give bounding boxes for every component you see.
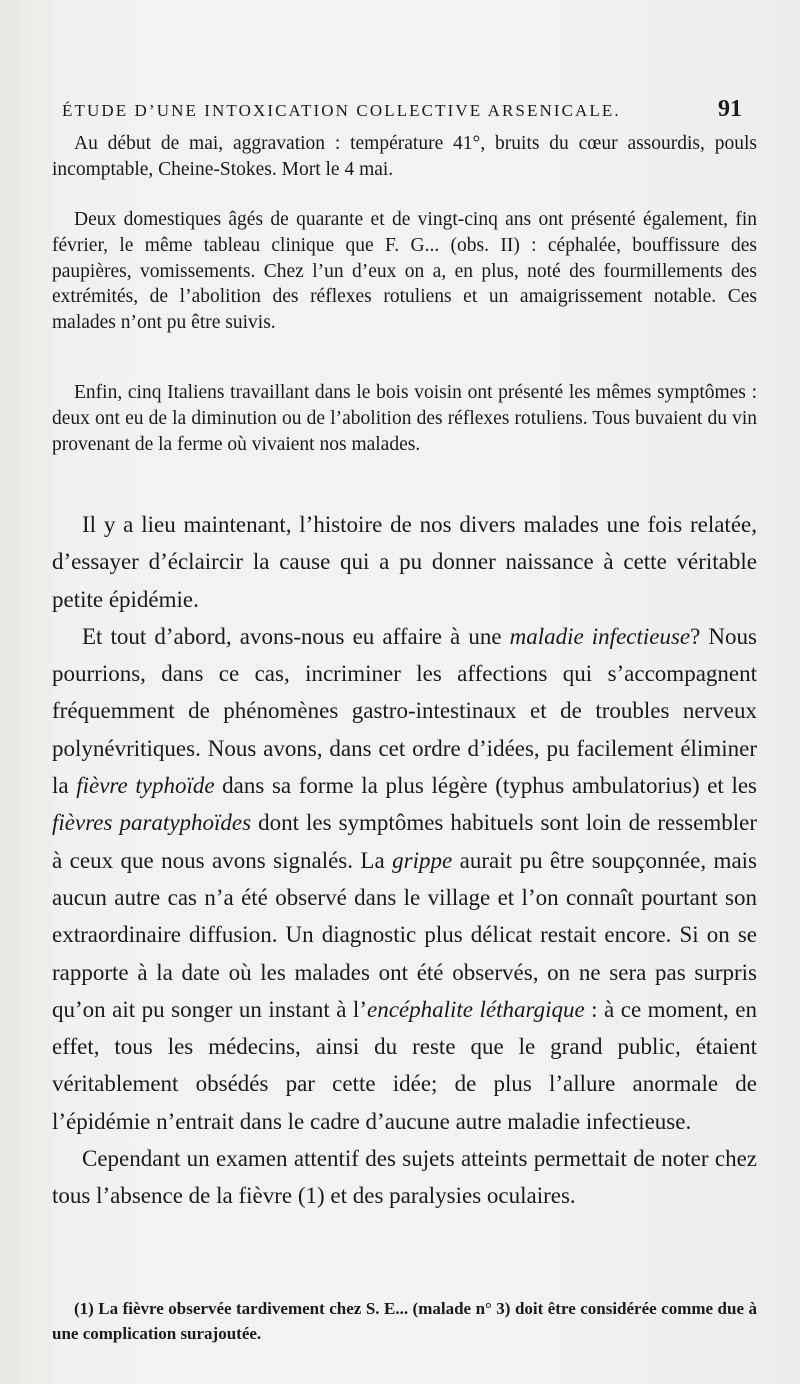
body-paragraph: Cependant un examen attentif des sujets atteints permettait de noter chez tous l’absence de la fièvre (1) et des paralysies oculaires. bbox=[52, 1146, 757, 1209]
text-run: : à ce moment, en effet, tous les médecins, ainsi du reste que le grand public, étaient véritablement obsédés par cette idée; de plus l’allure anormale de l’épidémie n’entrait dans le cadre d’aucune autre maladie infectieuse. bbox=[52, 996, 757, 1134]
italic-term: fièvre typhoïde bbox=[76, 773, 215, 799]
italic-term: encéphalite léthargique bbox=[367, 996, 585, 1022]
italic-term: maladie infectieuse bbox=[509, 623, 691, 649]
paragraph-text: Au début de mai, aggravation : température 41°, bruits du cœur assourdis, pouls incomptable, Cheine-Stokes. Mort le 4 mai. bbox=[52, 133, 757, 180]
body-paragraph: Il y a lieu maintenant, l’histoire de nos divers malades une fois relatée, d’essayer d’éclaircir la cause qui a pu donner naissance à cette véritable petite épidémie. bbox=[52, 512, 757, 612]
text-run: aurait pu être soupçonnée, mais aucun autre cas n’a été observé dans le village et l’on connaît pourtant son extraordinaire diffusion. Un diagnostic plus délicat restait encore. Si on se rapporte à la date où les malades ont été observés, on ne sera pas surpris qu’on ait pu songer un instant à l’ bbox=[52, 847, 757, 1022]
paragraph-text: Deux domestiques âgés de quarante et de vingt-cinq ans ont présenté également, fin février, le même tableau clinique que F. G... (obs. II) : céphalée, bouffissure des paupières, vomissements. Chez l’un d’eux on a, en plus, noté des fourmillements des extrémités, de l’abolition des réflexes rotuliens et un amaigrissement notable. Ces malades n’ont pu être suivis. bbox=[52, 209, 757, 334]
footnote-text: (1) La fièvre observée tardivement chez S. E... (malade n° 3) doit être considérée comme due à une complication surajoutée. bbox=[52, 1299, 757, 1343]
text-run: dont les symptômes habituels sont loin de ressembler à ceux que nous avons signalés. La bbox=[52, 810, 757, 873]
text-run: ? Nous pourrions, dans ce cas, incriminer les affections qui s’accompagnent fréquemment de phénomènes gastro-intestinaux et de troubles nerveux polynévritiques. Nous avons, dans cet ordre d’idées, pu facilement éliminer la bbox=[52, 623, 757, 799]
italians-paragraph bbox=[52, 380, 757, 457]
running-head: ÉTUDE D’UNE INTOXICATION COLLECTIVE ARSENICALE. bbox=[62, 101, 621, 120]
main-text bbox=[52, 506, 757, 1215]
domestics-paragraph bbox=[52, 207, 757, 336]
italic-term: grippe bbox=[392, 847, 453, 873]
footnote bbox=[52, 1296, 757, 1346]
case-conclusion-paragraph bbox=[52, 131, 757, 183]
text-run: dans sa forme la plus légère (typhus ambulatorius) et les bbox=[214, 773, 757, 799]
text-run: Et tout d’abord, avons-nous eu affaire à une bbox=[82, 623, 510, 649]
page-number: 91 bbox=[718, 96, 742, 122]
page-header bbox=[62, 96, 742, 123]
italic-term: fièvres paratyphoïdes bbox=[52, 810, 252, 836]
paragraph-text: Enfin, cinq Italiens travaillant dans le bois voisin ont présenté les mêmes symptômes : deux ont eu de la diminution ou de l’abolition des réflexes rotuliens. Tous buvaient du vin provenant de la ferme où vivaient nos malades. bbox=[52, 382, 757, 455]
body-paragraph bbox=[52, 618, 757, 1140]
